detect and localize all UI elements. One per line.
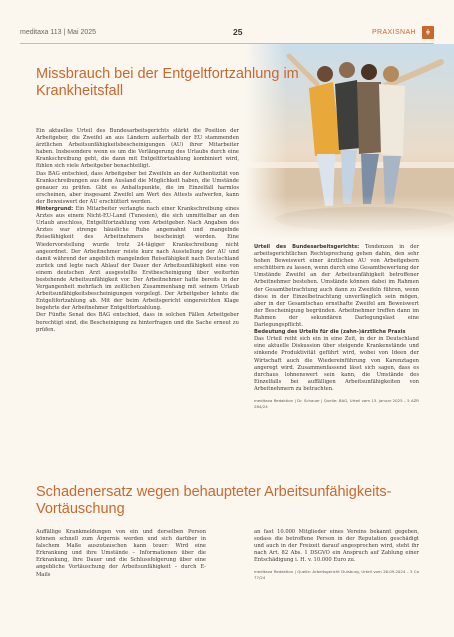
article1-paragraph: Der Fünfte Senat des BAG entschied, dass in solchen Fällen Arbeitgeber berechtigt sind, die Bescheinigung zu hinterfragen und die Sache erneut zu prüfen.: [36, 312, 239, 333]
article2-left-column: [36, 529, 206, 579]
article1-urteil: [254, 244, 419, 329]
article1-right-column: [254, 244, 419, 409]
section-label: PRAXISNAH: [371, 29, 416, 36]
article1-left-column: [36, 128, 239, 334]
article1-hintergrund: [36, 206, 239, 312]
page-number: 25: [233, 27, 243, 37]
article2-paragraph: Auffällige Krankmeldungen von ein und derselben Person können schnell zum Ärgernis werden und sich darüber in falschem Maße auszutauschen kann teuer: Wird eine Erkrankung und ihre Umstände – Informationen über die Erkrankung, ihre Dauer und die Schlussfolgerung über eine angebliche Vortäuschung der Arbeitsunfähigkeit – durch E-Mails: [36, 529, 206, 578]
article2-right-column: [254, 529, 419, 581]
article1-paragraph: Ein aktuelles Urteil des Bundesarbeitsgerichts stärkt die Position der Arbeitgeber, die Zweifel an aus Ländern außerhalb der EU stammenden ärztlichen Arbeitsunfähigkeitsbescheinigungen (AU) ihrer Mitarbeiter haben. Insbesondere wenn es um die Verlängerung des Urlaubs durch eine Krankschreibung geht, die dann mit Entgeltfortzahlung kombiniert wird, fühlen sich viele Arbeitgeber benachteiligt.: [36, 128, 239, 170]
article2-paragraph: an fast 10.000 Mitglieder eines Vereins bekannt gegeben, sodass die betroffene Person in der Reputation geschädigt und auch in der Freizeit darauf angesprochen wird, steht ihr nach Art. 82 Abs. 1 DSGVO ein Anspruch auf Zahlung einer Entschädigung i. H. v. 10.000 Euro zu.: [254, 529, 419, 564]
tooth-logo-icon: ǂ: [422, 26, 434, 39]
urteil-label: Urteil des Bundesarbeitsgerichts:: [254, 244, 360, 250]
article1-source: meditaxa Redaktion | Dr. Schauer | Quelle: BAG, Urteil vom 15. Januar 2025 – 5 AZR 284/24: [254, 397, 419, 409]
issue-info: meditaxa 113 | Mai 2025: [20, 29, 97, 36]
article1-bedeutung-text: Das Urteil reiht sich ein in eine Zeit, in der in Deutschland eine aktuelle Diskussion über steigende Krankenstände und sinkende Produktivität geführt wird, wobei von Ideen der Wirtschaft auch die Wiedereinführung von Karenztagen angeregt wird. Zusammenfassend lässt sich sagen, dass es durchaus lohnenswert sein kann, die Umstände des Einzelfalls bei auffälligen Arbeitsunfähigkeiten von Arbeitnehmern zu betrachten.: [254, 336, 419, 392]
hintergrund-text: Ein Mitarbeiter verlangte nach einer Krankschreibung eines Arztes aus einem Nicht-EU-Land (Tunesien), die sich unmittelbar an den Urlaub anschloss, Entgeltfortzahlung vom Arbeitgeber. Nach Angaben des Arztes war strenge häusliche Ruhe angemahnt und mangelnde Reisefähigkeit des Arbeitnehmers bescheinigt worden. Eine Wiedervorstellung wurde trotz 24-tägiger Krankschreibung nicht angeordnet. Der Arbeitnehmer reiste kurz nach Ausstellung der AU und damit während der angeblich mangelnden Reisefähigkeit nach Deutschland zurück und legte nach Ablauf der Dauer der Arbeitsunfähigkeit eine von einem deutschen Arzt ausgestellte Erstbescheinigung über weiterhin bestehende Arbeitsunfähigkeit vor. Der Arbeitnehmer hatte bereits in der Vergangenheit mehrfach im zeitlichen Zusammenhang mit seinem Urlaub Arbeitsunfähigkeitsbescheinigungen vorgelegt. Der Arbeitgeber lehnte die Entgeltfortzahlung ab. Mit der beim Arbeitsgericht eingereichten Klage begehrte der Arbeitnehmer Entgeltfortzahlung.: [36, 206, 239, 312]
article1-paragraph: Das BAG entschied, dass Arbeitgeber bei Zweifeln an der Authentizität von Krankschreibungen aus dem Ausland die Möglichkeit haben, die Umstände genauer zu prüfen. Gibt es Anhaltspunkte, die im Einzelfall harmlos erscheinen, aber insgesamt Zweifel am Wert des Attests aufwerfen, kann der Beweiswert der AU erschüttert werden.: [36, 170, 239, 205]
hintergrund-label: Hintergrund:: [36, 206, 74, 213]
urteil-text: Tendenzen in der arbeitsgerichtlichen Rechtsprechung gehen dahin, den sehr hohen Beweiswert einer ärztlichen AU von Arbeitgebern erschüttern zu lassen, wenn durch eine Gesamtbewertung der Umstände Zweifel an der Arbeitsunfähigkeit betroffener Arbeitnehmer bestehen. Umstände können dabei im Rahmen der Gesamtbetrachtung auch dann zu Zweifeln führen, wenn diese in der Einzelbetrachtung unverfänglich sein mögen, aber in der Gesamtschau ernsthafte Zweifel am Beweiswert der Bescheinigung begründen. Arbeitnehmer treffen dann im Rahmen der sekundären Darlegungslast eine Darlegungspflicht.: [254, 244, 419, 329]
article-title-missbrauch: Missbrauch bei der Entgeltfortzahlung im Krankheitsfall: [36, 66, 299, 99]
page-header: [20, 26, 434, 40]
article1-bedeutung-heading: Bedeutung des Urteils für die (zahn-)ärztliche Praxis: [254, 329, 406, 336]
article2-source: meditaxa Redaktion | Quelle: Arbeitsgericht Duisburg, Urteil vom 26.09.2024 – 3 Ca 77/24: [254, 569, 419, 581]
article-title-schadenersatz: Schadenersatz wegen behaupteter Arbeitsunfähigkeits-Vortäuschung: [36, 484, 392, 517]
